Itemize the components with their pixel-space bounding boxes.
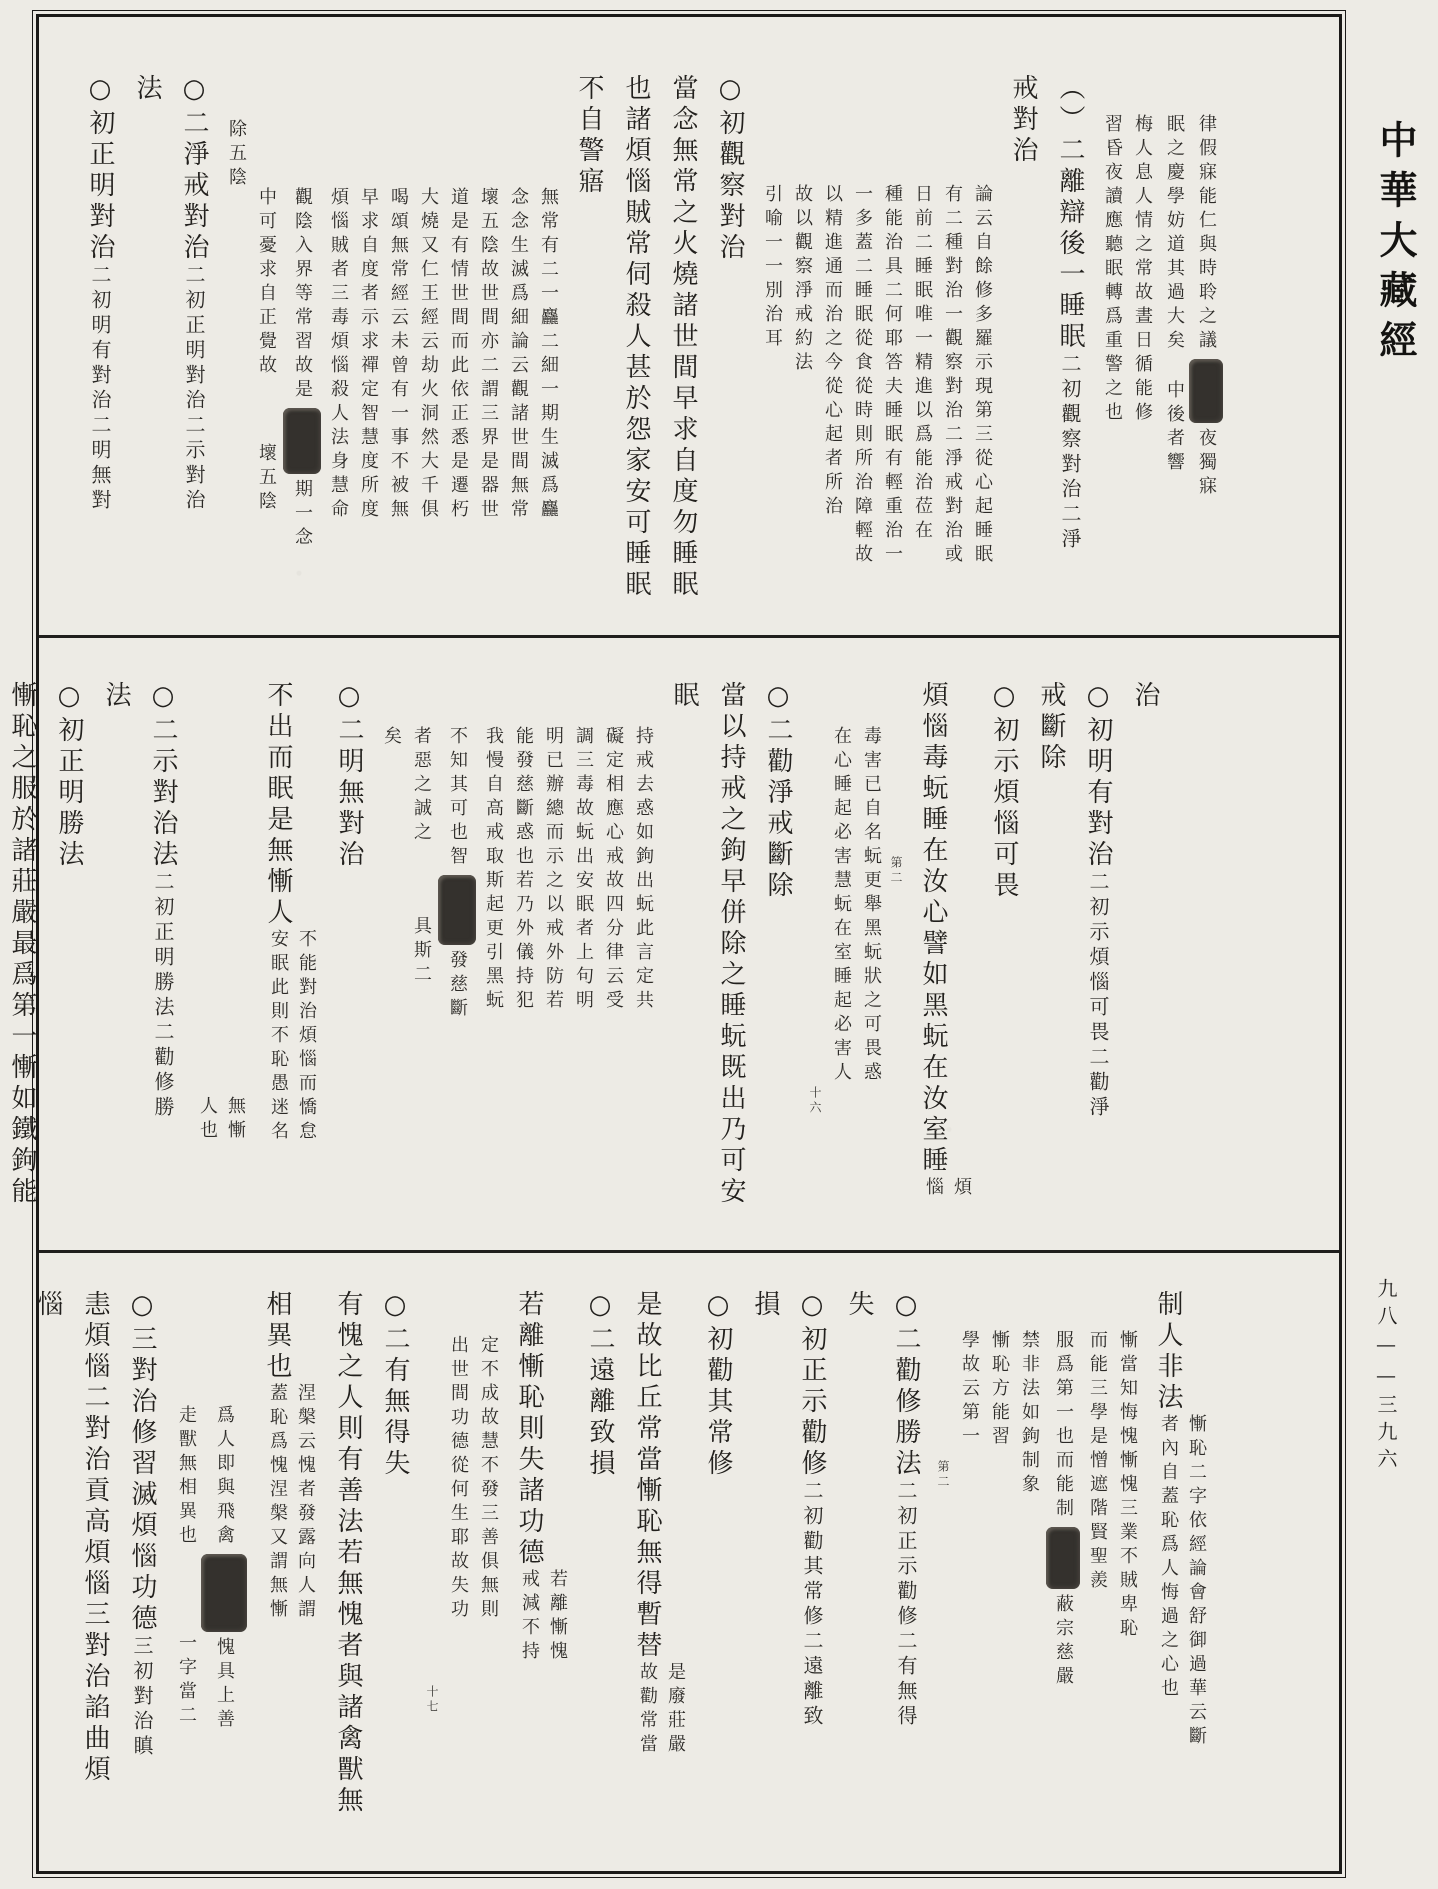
spacer bbox=[421, 846, 422, 916]
column-text: 損 bbox=[750, 1290, 780, 1321]
text-column bbox=[618, 59, 655, 635]
column-text: 三初對治瞋 bbox=[130, 1635, 154, 1760]
column-text: 若離慚恥則失諸功德 bbox=[514, 1290, 544, 1569]
column-text: 學故云第一 bbox=[959, 1330, 980, 1450]
column-text: 一字當二 bbox=[176, 1633, 197, 1729]
annotation-column bbox=[630, 666, 656, 1250]
annotation-column bbox=[858, 666, 884, 1250]
column-text: ○初示煩惱可畏 bbox=[989, 681, 1019, 902]
column-text: 二初正示勸修二有無得 bbox=[894, 1480, 918, 1730]
text-column bbox=[794, 1275, 831, 1871]
annotation-column bbox=[807, 666, 824, 1250]
annotation-column bbox=[325, 59, 351, 635]
text-column bbox=[377, 1275, 414, 1871]
column-text: 當念無常之火燒諸世間早求自度勿睡眠 bbox=[668, 74, 698, 601]
spacer bbox=[1174, 354, 1175, 380]
column-text: 慚恥二字依經論會舒御過華云斷 bbox=[1186, 1414, 1207, 1750]
column-text: 戒減不持 bbox=[519, 1569, 540, 1665]
seal-stamp bbox=[438, 875, 476, 945]
text-column bbox=[582, 1275, 619, 1871]
column-text: 第二 bbox=[936, 1460, 950, 1490]
annotation-column bbox=[1046, 1275, 1080, 1871]
column-text: 二初示煩惱可畏二勸淨 bbox=[1086, 871, 1110, 1121]
annotation-column bbox=[510, 666, 536, 1250]
text-column bbox=[511, 1275, 572, 1871]
column-text: 我慢自高戒取斯起更引黑蚖 bbox=[483, 726, 504, 1014]
annotation-column bbox=[475, 1275, 501, 1871]
annotation-subcolumn bbox=[1161, 114, 1187, 500]
annotation-column bbox=[1159, 59, 1225, 635]
column-text: 禁非法如鉤制象 bbox=[1019, 1330, 1040, 1498]
text-column bbox=[4, 666, 41, 1250]
column-text: ○二勸淨戒斷除 bbox=[763, 681, 793, 902]
column-text: 習昏夜讀應聽眠轉爲重警之也 bbox=[1102, 114, 1123, 426]
column-text: ○初正示勸修 bbox=[797, 1290, 827, 1480]
column-text: 故以觀察淨戒約法 bbox=[792, 184, 813, 376]
annotation-column bbox=[415, 59, 441, 635]
column-text: 定不成故慧不發三善俱無則 bbox=[478, 1335, 499, 1623]
text-column bbox=[330, 1275, 367, 1871]
column-text: 能發慈斷惑也若乃外儀持犯 bbox=[513, 726, 534, 1014]
column-text: ○二勸修勝法 bbox=[891, 1290, 921, 1480]
annotation-subcolumn bbox=[1189, 114, 1223, 500]
page-frame bbox=[7, 14, 1342, 1874]
column-text: 也諸煩惱賊常伺殺人甚於怨家安可睡眠 bbox=[621, 74, 651, 601]
annotation-column bbox=[408, 666, 434, 1250]
register-bottom bbox=[33, 1253, 1339, 1871]
column-text: 制人非法 bbox=[1153, 1290, 1183, 1414]
annotation-subcolumn bbox=[222, 1096, 248, 1144]
column-text: 毒害已自名蚖更舉黑蚖狀之可畏惑 bbox=[861, 726, 882, 1086]
text-column bbox=[260, 666, 321, 1250]
annotation-subcolumn bbox=[173, 1405, 199, 1733]
column-text: 者惡之誠之 bbox=[411, 726, 432, 846]
text-column bbox=[331, 666, 368, 1250]
column-text: 服爲第一也而能制 bbox=[1053, 1330, 1074, 1522]
annotation-column bbox=[480, 666, 506, 1250]
text-column bbox=[30, 1275, 67, 1871]
column-text: 有二種對治一觀察對治二淨戒對治或 bbox=[942, 184, 963, 568]
text-column bbox=[666, 666, 703, 1250]
text-column bbox=[1033, 666, 1070, 1250]
column-text: ○初正明勝法 bbox=[54, 681, 84, 871]
column-text: 中可憂求自正覺故 bbox=[256, 187, 277, 379]
annotation-column bbox=[540, 666, 566, 1250]
seal-stamp bbox=[1189, 359, 1223, 423]
annotation-subcolumn bbox=[516, 1569, 542, 1665]
column-text: 戒對治 bbox=[1008, 74, 1038, 167]
column-text: 眠之慶學妨道其過大矣 bbox=[1164, 114, 1185, 354]
column-pair bbox=[263, 929, 321, 1145]
annotation-column bbox=[600, 666, 626, 1250]
annotation-column bbox=[956, 1275, 982, 1871]
annotation-column bbox=[759, 59, 785, 635]
column-text: 夜獨寐 bbox=[1196, 428, 1217, 500]
annotation-column bbox=[438, 666, 476, 1250]
annotation-subcolumn bbox=[292, 1383, 318, 1623]
column-text: 中後者響 bbox=[1164, 380, 1185, 476]
column-pair bbox=[514, 1569, 572, 1665]
column-text: 者內自蓋恥爲人悔過之心也 bbox=[1158, 1414, 1179, 1702]
column-text: 矣 bbox=[381, 726, 402, 750]
column-text: 法 bbox=[132, 74, 162, 105]
column-text: 以精進通而治之今從心起者所治 bbox=[822, 184, 843, 520]
text-column bbox=[1127, 666, 1164, 1250]
text-column bbox=[77, 1275, 114, 1871]
column-text: 而能三學是憎遮階賢聖羨 bbox=[1087, 1330, 1108, 1594]
column-pair bbox=[1159, 114, 1225, 500]
column-text: 第二 bbox=[889, 856, 903, 886]
column-text: 出世間功德從何生耶故失功 bbox=[448, 1335, 469, 1623]
text-column bbox=[986, 666, 1023, 1250]
annotation-column bbox=[223, 59, 249, 635]
column-text: 發慈斷 bbox=[447, 950, 468, 1022]
annotation-column bbox=[789, 59, 815, 635]
column-text: 持戒去惑如鉤出蚖此言定共 bbox=[633, 726, 654, 1014]
annotation-column bbox=[171, 1275, 249, 1871]
column-text: ○二示對治法 bbox=[148, 681, 178, 871]
column-text: 故勸常當 bbox=[637, 1662, 658, 1758]
column-text: 種能治具二何耶答夫睡眠有輕重治一 bbox=[882, 184, 903, 568]
column-text: 是廢莊嚴 bbox=[665, 1662, 686, 1758]
column-text: 念念生滅爲細論云觀諸世間無常 bbox=[508, 187, 529, 523]
text-column bbox=[571, 59, 608, 635]
annotation-column bbox=[1114, 1275, 1140, 1871]
column-text: 戒斷除 bbox=[1036, 681, 1066, 774]
seal-stamp bbox=[283, 408, 321, 474]
column-text: ○初明有對治 bbox=[1083, 681, 1113, 871]
text-column bbox=[259, 1275, 320, 1871]
column-text: ○初正明對治 bbox=[85, 74, 115, 264]
column-text: 爲人即與飛禽 bbox=[214, 1405, 235, 1549]
annotation-column bbox=[378, 666, 404, 1250]
column-text: 不出而眠是無慚人 bbox=[263, 681, 293, 929]
column-text: 煩惱賊者三毒煩惱殺人法身慧命 bbox=[328, 187, 349, 523]
text-column bbox=[712, 59, 749, 635]
column-text: 二初勸其常修二遠離致 bbox=[800, 1480, 824, 1730]
volume-page-number: 九八——三九六 bbox=[1374, 1278, 1398, 1475]
column-text: ○初勸其常修 bbox=[703, 1290, 733, 1480]
column-text: 論云自餘修多羅示現第三從心起睡眠 bbox=[972, 184, 993, 568]
annotation-column bbox=[888, 666, 905, 1250]
register-middle bbox=[7, 638, 1339, 1250]
column-text: ○初觀察對治 bbox=[715, 74, 745, 264]
annotation-column bbox=[192, 666, 250, 1250]
annotation-column bbox=[909, 59, 935, 635]
column-text: 無慚 bbox=[225, 1096, 246, 1144]
text-column bbox=[1150, 1275, 1211, 1871]
text-column bbox=[176, 59, 213, 635]
annotation-column bbox=[535, 59, 561, 635]
text-column bbox=[747, 1275, 784, 1871]
annotation-column bbox=[879, 59, 905, 635]
column-text: 大燒又仁王經云劫火洞然大千俱 bbox=[418, 187, 439, 523]
column-pair bbox=[918, 1177, 976, 1201]
column-text: 二初觀察對治二淨 bbox=[1058, 353, 1082, 553]
column-text: 安眠此則不恥愚迷名 bbox=[268, 929, 289, 1145]
annotation-column bbox=[986, 1275, 1012, 1871]
text-column bbox=[888, 1275, 925, 1871]
column-text: 失 bbox=[844, 1290, 874, 1321]
column-text: 有愧之人則有善法若無愧者與諸禽獸無 bbox=[333, 1290, 363, 1817]
seal-stamp bbox=[201, 1554, 247, 1632]
text-column bbox=[51, 666, 88, 1250]
column-text: ○三對治修習滅煩惱功德 bbox=[127, 1290, 157, 1635]
column-text: （）二離辯後一睡眠 bbox=[1055, 74, 1085, 353]
column-text: 走獸無相異也 bbox=[176, 1405, 197, 1549]
column-text: 治 bbox=[1130, 681, 1160, 712]
text-column bbox=[629, 1275, 690, 1871]
spacer bbox=[186, 1549, 187, 1633]
column-text: 不能對治煩惱而憍怠 bbox=[296, 929, 317, 1145]
annotation-subcolumn bbox=[194, 1096, 220, 1144]
annotation-column bbox=[1129, 59, 1155, 635]
text-column bbox=[915, 666, 976, 1250]
column-text: 相異也 bbox=[262, 1290, 292, 1383]
column-text: 二初正明對治二示對治 bbox=[182, 264, 206, 514]
column-text: 壞五陰 bbox=[256, 443, 277, 515]
column-text: ○二明無對治 bbox=[334, 681, 364, 871]
annotation-column bbox=[505, 59, 531, 635]
column-text: 惱 bbox=[33, 1290, 63, 1321]
annotation-column bbox=[849, 59, 875, 635]
annotation-subcolumn bbox=[265, 929, 291, 1145]
annotation-subcolumn bbox=[293, 929, 319, 1145]
annotation-column bbox=[253, 59, 279, 635]
annotation-column bbox=[424, 1275, 441, 1871]
column-text: 無常有二一麤二細一期生滅爲麤 bbox=[538, 187, 559, 523]
annotation-column bbox=[445, 1275, 471, 1871]
column-pair bbox=[192, 1096, 250, 1144]
annotation-column bbox=[969, 59, 995, 635]
text-column bbox=[98, 666, 135, 1250]
column-text: 明已辦總而示之以戒外防若 bbox=[543, 726, 564, 1014]
annotation-column bbox=[570, 666, 596, 1250]
text-column bbox=[129, 59, 166, 635]
column-text: 煩惱毒蚖睡在汝心譬如黑蚖在汝室睡 bbox=[918, 681, 948, 1177]
annotation-column bbox=[939, 59, 965, 635]
column-pair bbox=[1153, 1414, 1211, 1750]
seal-stamp bbox=[1046, 1527, 1080, 1589]
annotation-subcolumn bbox=[948, 1177, 974, 1201]
column-text: 壞五陰故世間亦二謂三界是器世 bbox=[478, 187, 499, 523]
text-column bbox=[1005, 59, 1042, 635]
column-text: 是故比丘常當慚恥無得暫替 bbox=[632, 1290, 662, 1662]
text-column bbox=[713, 666, 750, 1250]
column-text: 惱 bbox=[923, 1177, 944, 1201]
column-text: ○二遠離致損 bbox=[585, 1290, 615, 1480]
column-text: 引喻一一別治耳 bbox=[762, 184, 783, 352]
text-column bbox=[1080, 666, 1117, 1250]
column-text: 不知其可也智 bbox=[447, 726, 468, 870]
column-text: 眠 bbox=[669, 681, 699, 712]
column-pair bbox=[171, 1405, 249, 1733]
column-text: 梅人息人情之常故晝日循能修 bbox=[1132, 114, 1153, 426]
canon-title: 中華大藏經 bbox=[1373, 120, 1418, 370]
column-text: 除五陰 bbox=[226, 119, 247, 191]
column-text: 一多蓋二睡眠從食從時則所治障輕故 bbox=[852, 184, 873, 568]
column-text: 喝頌無常經云未曾有一事不被無 bbox=[388, 187, 409, 523]
annotation-subcolumn bbox=[920, 1177, 946, 1201]
text-column bbox=[82, 59, 119, 635]
column-text: 愧具上善 bbox=[214, 1637, 235, 1733]
annotation-column bbox=[935, 1275, 952, 1871]
column-text: 在心睡起必害慧蚖在室睡起必害人 bbox=[831, 726, 852, 1086]
column-text: 當以持戒之鉤早併除之睡蚖既出乃可安 bbox=[716, 681, 746, 1208]
annotation-column bbox=[475, 59, 501, 635]
column-text: 若離慚愧 bbox=[547, 1569, 568, 1665]
annotation-subcolumn bbox=[634, 1662, 660, 1758]
annotation-column bbox=[385, 59, 411, 635]
text-column bbox=[145, 666, 182, 1250]
spacer bbox=[266, 379, 267, 443]
column-text: 早求自度者示求禪定智慧度所度 bbox=[358, 187, 379, 523]
column-text: 日前二睡眠唯一精進以爲能治莅在 bbox=[912, 184, 933, 544]
column-text: 人也 bbox=[197, 1096, 218, 1144]
column-text: 法 bbox=[101, 681, 131, 712]
column-text: 慚當知悔愧慚愧三業不賊卑恥 bbox=[1117, 1330, 1138, 1642]
column-text: 調三毒故蚖出安眠者上句明 bbox=[573, 726, 594, 1014]
annotation-subcolumn bbox=[264, 1383, 290, 1623]
column-text: 煩 bbox=[951, 1177, 972, 1201]
column-text: 不自警寤 bbox=[574, 74, 604, 198]
column-text: 涅槃云愧者發露向人謂 bbox=[295, 1383, 316, 1623]
annotation-column bbox=[355, 59, 381, 635]
annotation-subcolumn bbox=[1183, 1414, 1209, 1750]
text-column bbox=[760, 666, 797, 1250]
annotation-column bbox=[828, 666, 854, 1250]
column-pair bbox=[632, 1662, 690, 1758]
annotation-subcolumn bbox=[544, 1569, 570, 1665]
text-column bbox=[1052, 59, 1089, 635]
text-column bbox=[700, 1275, 737, 1871]
text-column bbox=[841, 1275, 878, 1871]
column-pair bbox=[262, 1383, 320, 1623]
column-text: ○二有無得失 bbox=[380, 1290, 410, 1480]
column-text: 律假寐能仁與時聆之議 bbox=[1196, 114, 1217, 354]
column-text: 具斯二 bbox=[411, 916, 432, 988]
column-text: 十六 bbox=[808, 1086, 822, 1116]
annotation-subcolumn bbox=[1155, 1414, 1181, 1750]
text-column bbox=[665, 59, 702, 635]
annotation-column bbox=[1084, 1275, 1110, 1871]
column-text: 觀陰入界等常習故是 bbox=[292, 187, 313, 403]
annotation-column bbox=[819, 59, 845, 635]
column-text: 二初正明勝法二勸修勝 bbox=[151, 871, 175, 1121]
column-text: 蔽宗慈嚴 bbox=[1053, 1594, 1074, 1690]
column-text: 期一念 bbox=[292, 479, 313, 551]
column-text: 道是有情世間而此依正悉是遷朽 bbox=[448, 187, 469, 523]
annotation-column bbox=[1016, 1275, 1042, 1871]
register-top bbox=[39, 17, 1339, 635]
text-column bbox=[124, 1275, 161, 1871]
column-text: 慚恥方能習 bbox=[989, 1330, 1010, 1450]
column-text: 十七 bbox=[425, 1685, 439, 1715]
column-text: 恚煩惱二對治貢高煩惱三對治諂曲煩 bbox=[80, 1290, 110, 1786]
annotation-column bbox=[1099, 59, 1125, 635]
annotation-column bbox=[283, 59, 321, 635]
column-text: 礙定相應心戒故四分律云受 bbox=[603, 726, 624, 1014]
annotation-subcolumn bbox=[662, 1662, 688, 1758]
annotation-column bbox=[445, 59, 471, 635]
column-text: 二初明有對治二明無對 bbox=[88, 264, 112, 514]
column-text: ○二淨戒對治 bbox=[179, 74, 209, 264]
column-text: 慚恥之服於諸莊嚴最爲第一慚如鐵鉤能 bbox=[7, 681, 37, 1208]
column-text: 蓋恥爲愧涅槃又謂無慚 bbox=[267, 1383, 288, 1623]
annotation-subcolumn bbox=[201, 1405, 247, 1733]
